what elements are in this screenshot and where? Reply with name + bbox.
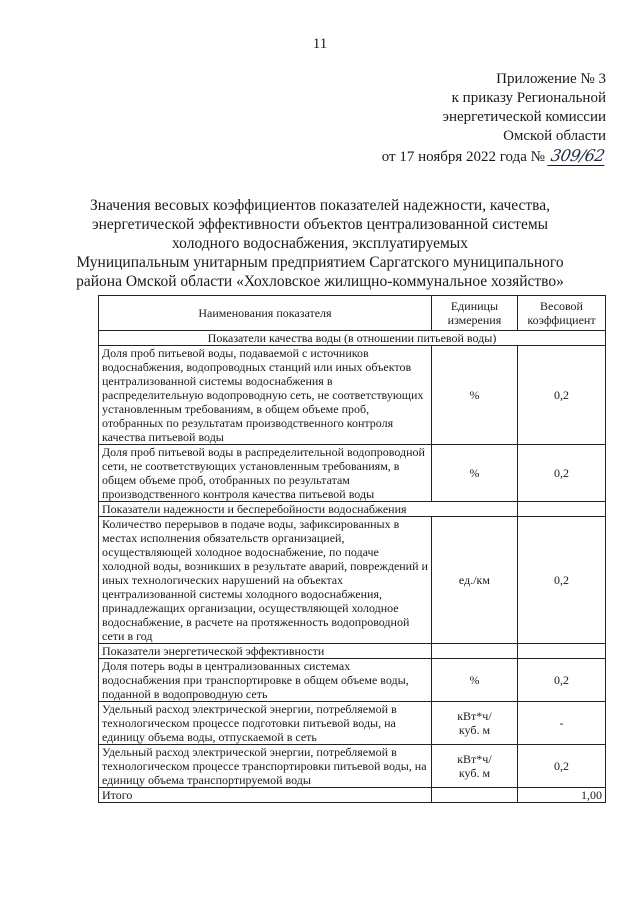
header-weight	[517, 296, 605, 331]
empty-cell	[517, 502, 605, 517]
indicator-name: Удельный расход электрической энергии, потребляемой в технологическом процессе транспортировки питьевой воды, на единицу объема транспортируемой воды	[99, 745, 432, 788]
unit-line: кВт*ч/	[457, 752, 492, 766]
appendix-header	[382, 70, 606, 167]
table-row	[99, 346, 606, 445]
indicator-unit: %	[431, 659, 517, 702]
empty-cell	[517, 644, 605, 659]
unit-line: куб. м	[458, 766, 491, 780]
section-row	[99, 331, 606, 346]
document-title	[60, 196, 580, 291]
table-header-row	[99, 296, 606, 331]
total-weight: 1,00	[517, 788, 605, 803]
unit-line: кВт*ч/	[457, 709, 492, 723]
indicator-unit	[431, 702, 517, 745]
table-row	[99, 745, 606, 788]
title-line: Значения весовых коэффициентов показателей надежности, качества,	[89, 197, 551, 214]
header-unit	[431, 296, 517, 331]
section-energy: Показатели энергетической эффективности	[99, 644, 432, 659]
header-unit-line: измерения	[447, 313, 502, 327]
section-row	[99, 644, 606, 659]
header-unit-line: Единицы	[450, 299, 499, 313]
indicator-unit	[431, 745, 517, 788]
section-quality: Показатели качества воды (в отношении питьевой воды)	[99, 331, 606, 346]
header-weight-line: коэффициент	[527, 313, 596, 327]
appendix-line: Приложение № 3	[496, 71, 606, 87]
indicator-weight: 0,2	[517, 659, 605, 702]
indicator-name: Доля проб питьевой воды в распределительной водопроводной сети, не соответствующих установленным требованиям, в общем объеме проб, отобранных по результатам производственного контроля качества питьевой воды	[99, 445, 432, 502]
section-row	[99, 502, 606, 517]
indicator-weight: 0,2	[517, 445, 605, 502]
indicator-name: Количество перерывов в подаче воды, зафиксированных в местах исполнения обязательств организацией, осуществляющей холодное водоснабжение, по подаче холодной воды, возникших в результате аварий, повреждений и иных технологических нарушений на объектах централизованной системы холодного водоснабжения, принадлежащих организации, осуществляющей холодное водоснабжение, в расчете на протяженность водопроводной сети в год	[99, 517, 432, 644]
table-row	[99, 659, 606, 702]
title-line: энергетической эффективности объектов централизованной системы	[91, 216, 549, 233]
indicators-table	[98, 295, 606, 803]
indicator-weight: 0,2	[517, 517, 605, 644]
empty-cell	[431, 644, 517, 659]
unit-line: куб. м	[458, 723, 491, 737]
appendix-line: к приказу Региональной	[451, 90, 606, 106]
page-number: 11	[312, 36, 328, 52]
header-weight-line: Весовой	[539, 299, 583, 313]
indicator-name: Доля потерь воды в централизованных системах водоснабжения при транспортировке в общем объеме воды, поданной в водопроводную сеть	[99, 659, 432, 702]
indicator-weight: -	[517, 702, 605, 745]
indicator-unit: %	[431, 346, 517, 445]
handwritten-order-number: 309/62	[547, 146, 608, 166]
indicator-name: Доля проб питьевой воды, подаваемой с источников водоснабжения, водопроводных станций или иных объектов централизованной системы водоснабжения в распределительную водопроводную сеть, не соответствующих установленным требованиям, в общем объеме проб, отобранных по результатам производственного контроля качества питьевой воды	[99, 346, 432, 445]
empty-cell	[431, 788, 517, 803]
appendix-line: Омской области	[503, 128, 606, 144]
indicator-name: Удельный расход электрической энергии, потребляемой в технологическом процессе подготовки питьевой воды, на единицу объема воды, отпускаемой в сеть	[99, 702, 432, 745]
indicator-unit: ед./км	[431, 517, 517, 644]
total-label: Итого	[99, 788, 432, 803]
indicator-weight: 0,2	[517, 346, 605, 445]
title-line: района Омской области «Хохловское жилищно-коммунальное хозяйство»	[76, 273, 564, 290]
appendix-date-line	[382, 146, 606, 167]
appendix-line: энергетической комиссии	[442, 109, 606, 125]
indicator-unit: %	[431, 445, 517, 502]
indicator-weight: 0,2	[517, 745, 605, 788]
table-row	[99, 517, 606, 644]
title-line: Муниципальным унитарным предприятием Саргатского муниципального	[76, 254, 564, 271]
table-row	[99, 702, 606, 745]
total-row	[99, 788, 606, 803]
table-row	[99, 445, 606, 502]
section-reliability: Показатели надежности и бесперебойности водоснабжения	[99, 502, 518, 517]
header-name: Наименования показателя	[99, 296, 432, 331]
appendix-date-prefix: от 17 ноября 2022 года №	[381, 149, 545, 165]
title-line: холодного водоснабжения, эксплуатируемых	[172, 235, 468, 252]
